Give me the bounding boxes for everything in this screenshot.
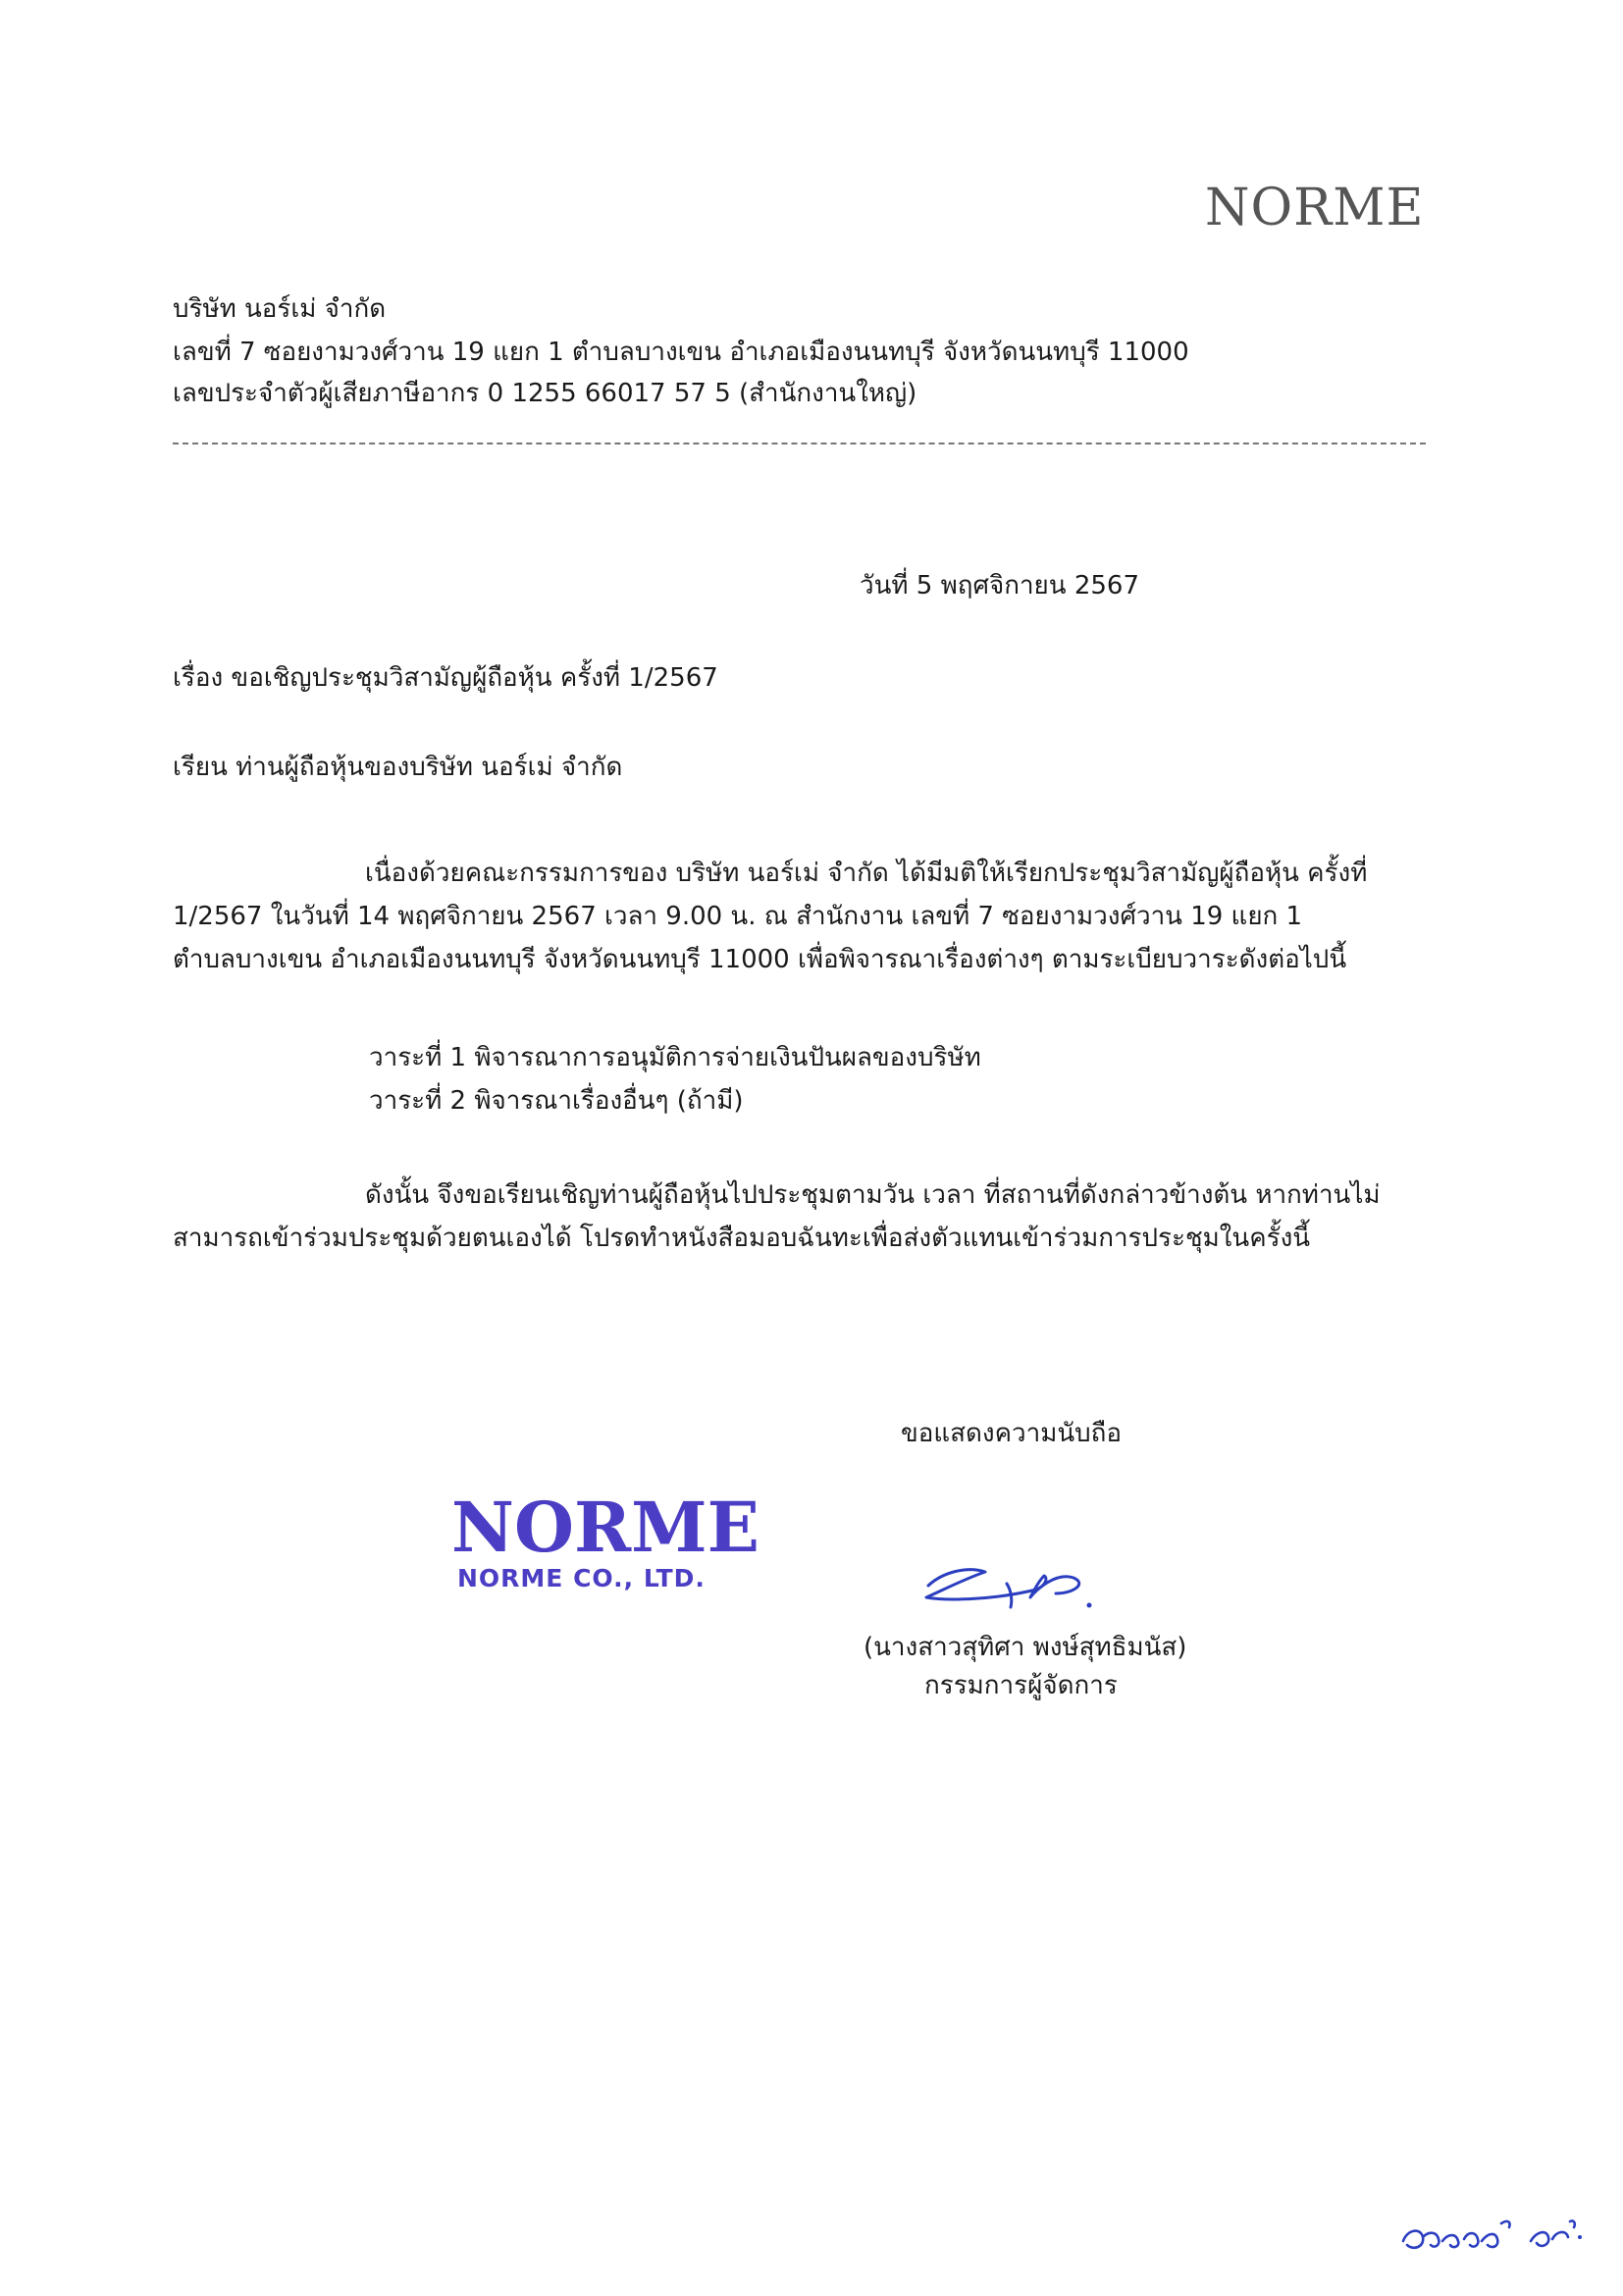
body-paragraph-1-line-2: 1/2567 ในวันที่ 14 พฤศจิกายน 2567 เวลา 9.00 น. ณ สำนักงาน เลขที่ 7 ซอยงามวงศ์วาน 19 แยก 1 <box>173 902 1303 931</box>
body-paragraph-2-line-1: ดังนั้น จึงขอเรียนเชิญท่านผู้ถือหุ้นไปประชุมตามวัน เวลา ที่สถานที่ดังกล่าวข้างต้น หากท่านไม่ <box>365 1180 1381 1210</box>
closing-phrase: ขอแสดงความนับถือ <box>901 1419 1122 1448</box>
body-paragraph-1-line-3: ตำบลบางเขน อำเภอเมืองนนทบุรี จังหวัดนนทบุรี 11000 เพื่อพิจารณาเรื่องต่างๆ ตามระเบียบวาระดังต่อไปนี้ <box>173 945 1347 974</box>
signature-icon <box>909 1542 1125 1621</box>
company-name: บริษัท นอร์เม่ จำกัด <box>173 294 387 324</box>
body-paragraph-1-line-1: เนื่องด้วยคณะกรรมการของ บริษัท นอร์เม่ จำกัด ได้มีมติให้เรียกประชุมวิสามัญผู้ถือหุ้น ครั้งที่ <box>365 859 1368 888</box>
initials-signature-icon <box>1393 2202 1609 2270</box>
signer-name: (นางสาวสุทิศา พงษ์สุทธิมนัส) <box>864 1633 1187 1662</box>
signature <box>909 1542 1125 1625</box>
letter-salutation: เรียน ท่านผู้ถือหุ้นของบริษัท นอร์เม่ จำกัด <box>173 753 623 782</box>
company-address: เลขที่ 7 ซอยงามวงศ์วาน 19 แยก 1 ตำบลบางเขน อำเภอเมืองนนทบุรี จังหวัดนนทบุรี 11000 <box>173 338 1189 367</box>
letter-subject: เรื่อง ขอเชิญประชุมวิสามัญผู้ถือหุ้น ครั้งที่ 1/2567 <box>173 663 718 693</box>
stamp-logo-text: NORME <box>451 1487 759 1568</box>
signer-title: กรรมการผู้จัดการ <box>924 1671 1118 1700</box>
agenda-item-1: วาระที่ 1 พิจารณาการอนุมัติการจ่ายเงินปันผลของบริษัท <box>369 1043 981 1072</box>
company-tax-id: เลขประจำตัวผู้เสียภาษีอากร 0 1255 66017 57 5 (สำนักงานใหญ่) <box>173 379 917 408</box>
company-stamp <box>451 1487 759 1592</box>
letter-date: วันที่ 5 พฤศจิกายน 2567 <box>860 571 1139 600</box>
agenda-item-2: วาระที่ 2 พิจารณาเรื่องอื่นๆ (ถ้ามี) <box>369 1086 744 1116</box>
header-divider <box>173 443 1426 444</box>
stamp-company-name: NORME CO., LTD. <box>457 1564 706 1592</box>
body-paragraph-2-line-2: สามารถเข้าร่วมประชุมด้วยตนเองได้ โปรดทำหนังสือมอบฉันทะเพื่อส่งตัวแทนเข้าร่วมการประชุมในครั้งนี้ <box>173 1224 1311 1253</box>
initials <box>1393 2202 1609 2274</box>
company-logo: NORME <box>1205 179 1425 237</box>
